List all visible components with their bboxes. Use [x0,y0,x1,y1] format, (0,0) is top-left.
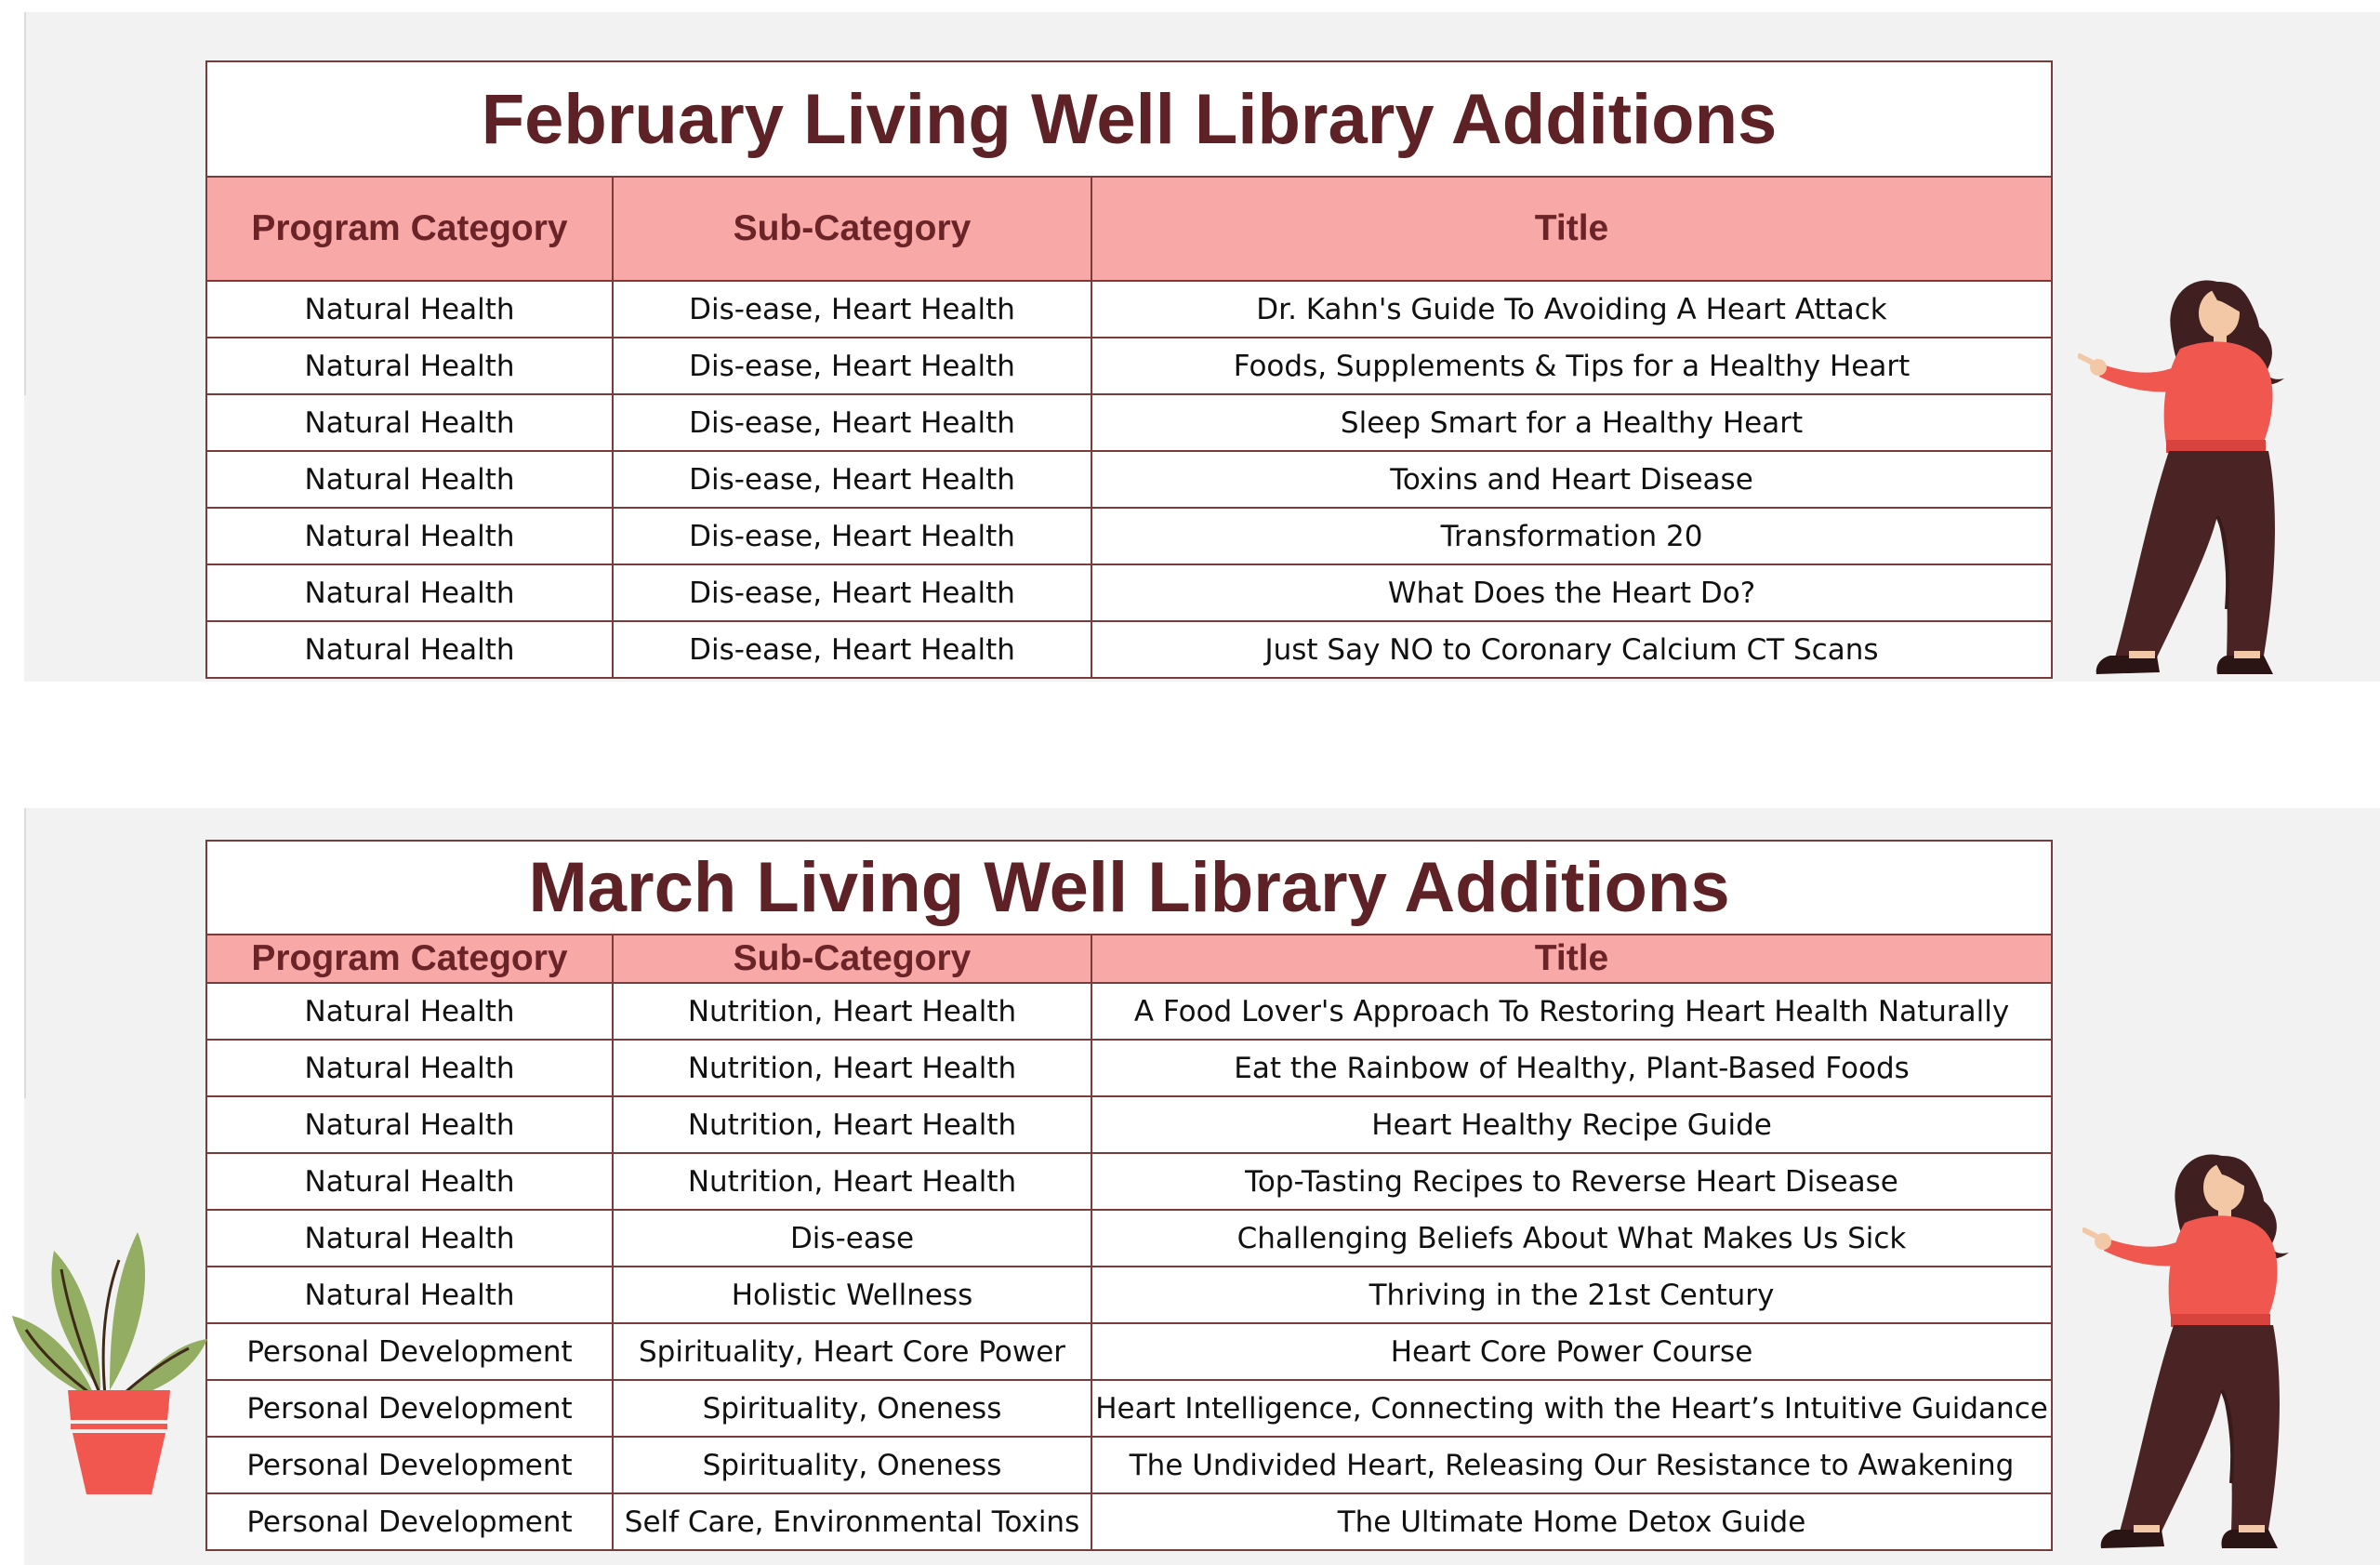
cell-title: Top-Tasting Recipes to Reverse Heart Disease [1091,1153,2052,1210]
table-row [206,1040,2052,1096]
mar-band-edge [24,808,26,1098]
feb-header-row [206,177,2052,281]
cell-title: Dr. Kahn's Guide To Avoiding A Heart Attack [1091,281,2052,338]
cell-program-category: Personal Development [206,1380,613,1437]
cell-sub-category: Spirituality, Heart Core Power [613,1323,1091,1380]
feb-header-sub-category: Sub-Category [613,177,1091,281]
cell-title: The Undivided Heart, Releasing Our Resistance to Awakening [1091,1437,2052,1493]
cell-sub-category: Nutrition, Heart Health [613,1040,1091,1096]
table-row [206,338,2052,394]
cell-title: Foods, Supplements & Tips for a Healthy Heart [1091,338,2052,394]
cell-sub-category: Dis-ease, Heart Health [613,621,1091,678]
table-row [206,394,2052,451]
cell-title: Just Say NO to Coronary Calcium CT Scans [1091,621,2052,678]
cell-sub-category: Dis-ease, Heart Health [613,564,1091,621]
table-row [206,1323,2052,1380]
table-row [206,564,2052,621]
cell-program-category: Natural Health [206,281,613,338]
mar-header-sub-category: Sub-Category [613,935,1091,983]
table-row [206,508,2052,564]
cell-sub-category: Dis-ease, Heart Health [613,338,1091,394]
feb-title-row [206,61,2052,177]
march-additions-table [205,840,2053,1551]
cell-sub-category: Nutrition, Heart Health [613,983,1091,1040]
feb-band-edge [24,12,26,395]
cell-sub-category: Dis-ease [613,1210,1091,1267]
table-row [206,1267,2052,1323]
table-row [206,1210,2052,1267]
cell-program-category: Personal Development [206,1437,613,1493]
table-row [206,451,2052,508]
cell-title: Heart Intelligence, Connecting with the Heart’s Intuitive Guidance [1091,1380,2052,1437]
february-additions-table [205,60,2053,679]
cell-program-category: Natural Health [206,508,613,564]
cell-title: Transformation 20 [1091,508,2052,564]
mar-header-title: Title [1091,935,2052,983]
table-row [206,1437,2052,1493]
cell-program-category: Personal Development [206,1323,613,1380]
cell-sub-category: Dis-ease, Heart Health [613,508,1091,564]
feb-header-program-category: Program Category [206,177,613,281]
mar-title-row [206,841,2052,935]
table-row [206,1380,2052,1437]
cell-title: Eat the Rainbow of Healthy, Plant-Based Foods [1091,1040,2052,1096]
cell-program-category: Personal Development [206,1493,613,1550]
cell-program-category: Natural Health [206,1210,613,1267]
cell-program-category: Natural Health [206,1267,613,1323]
cell-title: Heart Core Power Course [1091,1323,2052,1380]
feb-table-title: February Living Well Library Additions [206,61,2052,177]
cell-sub-category: Spirituality, Oneness [613,1380,1091,1437]
cell-sub-category: Dis-ease, Heart Health [613,451,1091,508]
cell-title: The Ultimate Home Detox Guide [1091,1493,2052,1550]
potted-plant-illustration [7,1204,212,1502]
cell-program-category: Natural Health [206,451,613,508]
mar-table-title: March Living Well Library Additions [206,841,2052,935]
table-row [206,281,2052,338]
mar-header-row [206,935,2052,983]
cell-sub-category: Nutrition, Heart Health [613,1096,1091,1153]
cell-sub-category: Holistic Wellness [613,1267,1091,1323]
cell-title: Heart Healthy Recipe Guide [1091,1096,2052,1153]
cell-program-category: Natural Health [206,983,613,1040]
cell-title: Toxins and Heart Disease [1091,451,2052,508]
mar-header-program-category: Program Category [206,935,613,983]
feb-header-title: Title [1091,177,2052,281]
cell-sub-category: Self Care, Environmental Toxins [613,1493,1091,1550]
cell-sub-category: Dis-ease, Heart Health [613,394,1091,451]
cell-program-category: Natural Health [206,621,613,678]
table-row [206,1096,2052,1153]
cell-program-category: Natural Health [206,394,613,451]
cell-program-category: Natural Health [206,1153,613,1210]
table-row [206,1493,2052,1550]
cell-sub-category: Dis-ease, Heart Health [613,281,1091,338]
cell-title: Sleep Smart for a Healthy Heart [1091,394,2052,451]
table-row [206,1153,2052,1210]
cell-sub-category: Spirituality, Oneness [613,1437,1091,1493]
cell-title: A Food Lover's Approach To Restoring Heart Health Naturally [1091,983,2052,1040]
woman-pointing-illustration [2078,274,2347,683]
cell-program-category: Natural Health [206,1096,613,1153]
cell-title: Thriving in the 21st Century [1091,1267,2052,1323]
table-row [206,621,2052,678]
cell-title: What Does the Heart Do? [1091,564,2052,621]
cell-title: Challenging Beliefs About What Makes Us Sick [1091,1210,2052,1267]
woman-pointing-illustration [2082,1148,2352,1558]
cell-program-category: Natural Health [206,1040,613,1096]
cell-sub-category: Nutrition, Heart Health [613,1153,1091,1210]
cell-program-category: Natural Health [206,564,613,621]
table-row [206,983,2052,1040]
cell-program-category: Natural Health [206,338,613,394]
